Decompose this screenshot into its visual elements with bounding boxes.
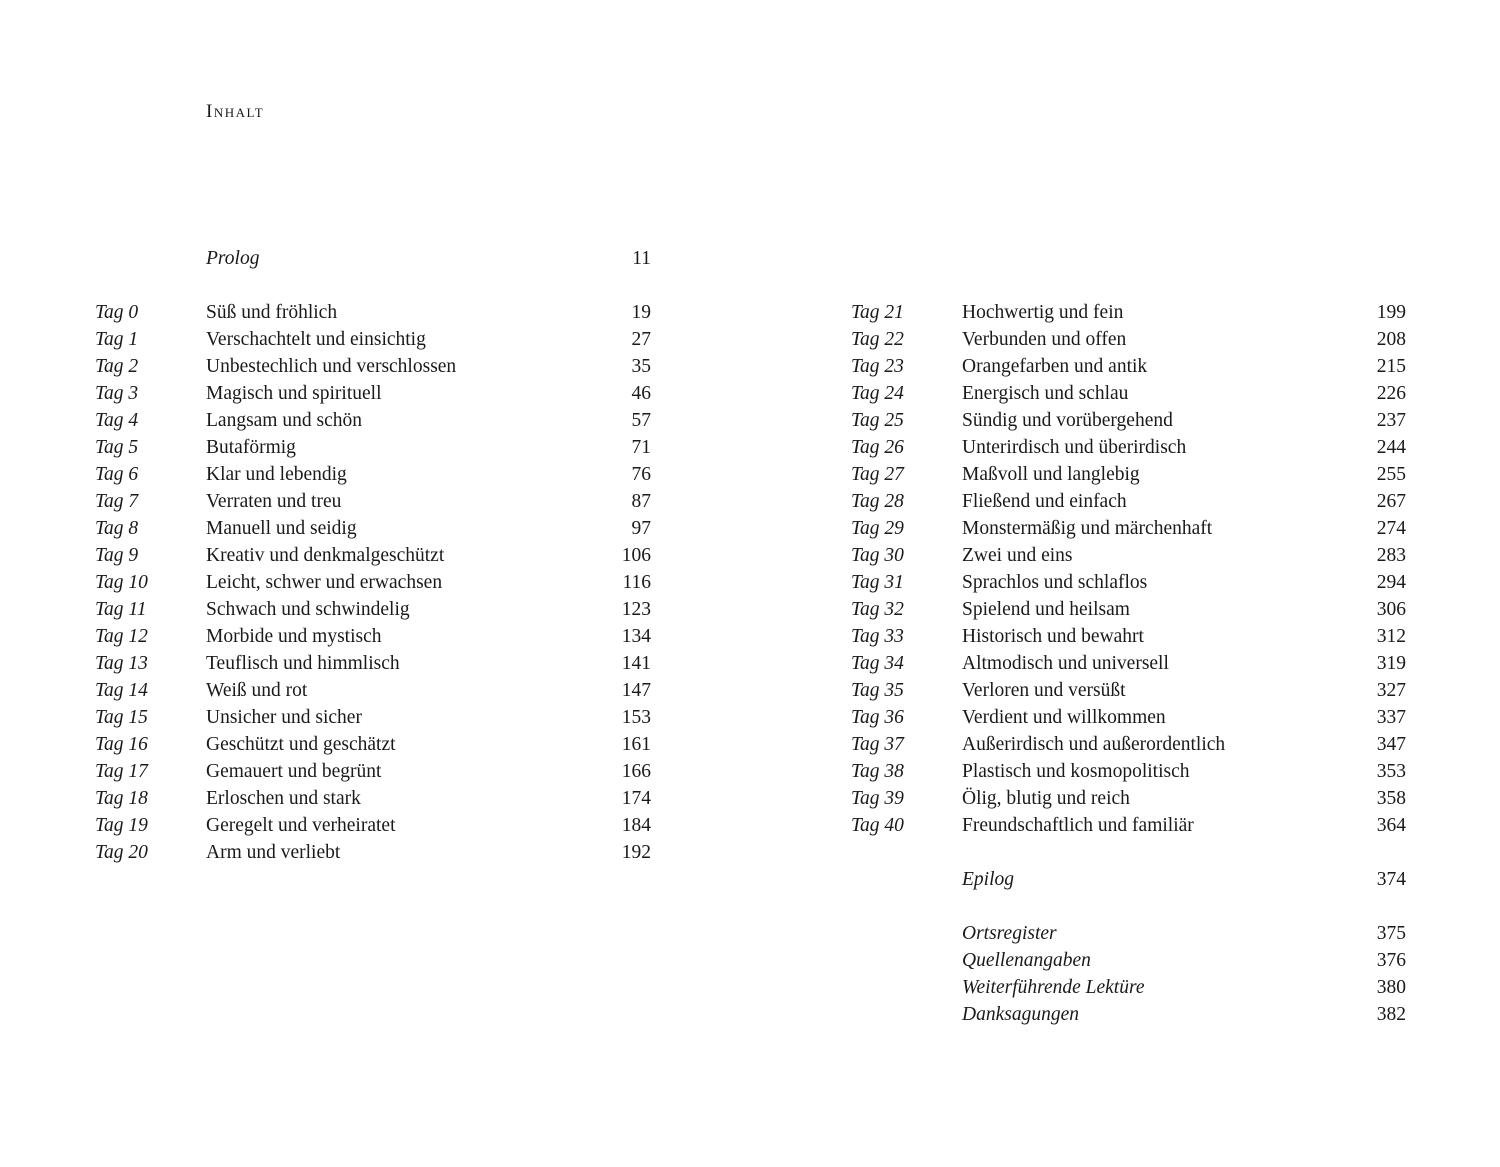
toc-entry[interactable] [95, 461, 651, 488]
entry-page: 374 [1376, 869, 1406, 890]
entry-page: 237 [1376, 410, 1406, 431]
entry-title: Quellenangaben [962, 950, 1091, 971]
entry-title: Orangefarben und antik [962, 356, 1148, 377]
toc-entry[interactable] [95, 839, 651, 866]
toc-entry[interactable] [95, 542, 651, 569]
entry-day: Tag 7 [95, 491, 139, 512]
entry-title: Hochwertig und fein [962, 302, 1124, 323]
toc-entry[interactable] [851, 812, 1406, 839]
entry-page: 123 [621, 599, 651, 620]
toc-entry[interactable] [95, 299, 651, 326]
toc-entry[interactable] [851, 299, 1406, 326]
entry-title: Altmodisch und universell [962, 653, 1169, 674]
entry-day: Tag 22 [851, 329, 904, 350]
entry-page: 364 [1376, 815, 1406, 836]
page-title: Inhalt [206, 101, 265, 122]
entry-title: Verloren und versüßt [962, 680, 1126, 701]
entry-page: 347 [1376, 734, 1406, 755]
entry-day: Tag 37 [851, 734, 904, 755]
entry-title: Historisch und bewahrt [962, 626, 1144, 647]
entry-title: Freundschaftlich und familiär [962, 815, 1194, 836]
entry-page: 87 [631, 491, 651, 512]
entry-page: 294 [1376, 572, 1406, 593]
entry-title: Zwei und eins [962, 545, 1073, 566]
entry-day: Tag 19 [95, 815, 148, 836]
entry-day: Tag 9 [95, 545, 139, 566]
entry-day: Tag 4 [95, 410, 139, 431]
entry-day: Tag 32 [851, 599, 904, 620]
entry-title: Unsicher und sicher [206, 707, 362, 728]
entry-title: Butaförmig [206, 437, 296, 458]
entry-title: Geschützt und geschätzt [206, 734, 396, 755]
toc-entry[interactable] [851, 542, 1406, 569]
entry-title: Arm und verliebt [206, 842, 341, 863]
toc-entry[interactable] [851, 704, 1406, 731]
entry-day: Tag 1 [95, 329, 139, 350]
toc-entry[interactable] [851, 596, 1406, 623]
entry-title: Süß und fröhlich [206, 302, 338, 323]
entry-day: Tag 3 [95, 383, 139, 404]
toc-entry[interactable] [851, 434, 1406, 461]
entry-page: 327 [1376, 680, 1406, 701]
entry-page: 141 [621, 653, 651, 674]
entry-page: 306 [1376, 599, 1406, 620]
entry-title: Verraten und treu [206, 491, 342, 512]
entry-day: Tag 16 [95, 734, 148, 755]
entry-title: Schwach und schwindelig [206, 599, 410, 620]
entry-page: 226 [1376, 383, 1406, 404]
entry-day: Tag 38 [851, 761, 904, 782]
entry-page: 199 [1376, 302, 1406, 323]
entry-day: Tag 17 [95, 761, 148, 782]
entry-page: 380 [1376, 977, 1406, 998]
toc-entry[interactable] [851, 515, 1406, 542]
toc-entry[interactable] [95, 326, 651, 353]
entry-title: Erloschen und stark [206, 788, 361, 809]
entry-title: Maßvoll und langlebig [962, 464, 1140, 485]
toc-entry[interactable] [851, 623, 1406, 650]
entry-title: Verbunden und offen [962, 329, 1127, 350]
entry-title: Danksagungen [962, 1004, 1079, 1025]
entry-title: Weiterführende Lektüre [962, 977, 1145, 998]
entry-day: Tag 2 [95, 356, 139, 377]
entry-page: 375 [1376, 923, 1406, 944]
toc-entry[interactable] [851, 677, 1406, 704]
entry-page: 244 [1376, 437, 1406, 458]
toc-entry[interactable] [95, 650, 651, 677]
entry-title: Spielend und heilsam [962, 599, 1130, 620]
entry-title: Weiß und rot [206, 680, 308, 701]
entry-day: Tag 28 [851, 491, 904, 512]
entry-page: 215 [1376, 356, 1406, 377]
entry-title: Plastisch und kosmopolitisch [962, 761, 1190, 782]
toc-entry[interactable] [95, 488, 651, 515]
entry-day: Tag 25 [851, 410, 904, 431]
entry-day: Tag 8 [95, 518, 139, 539]
entry-day: Tag 10 [95, 572, 148, 593]
entry-title: Klar und lebendig [206, 464, 347, 485]
entry-page: 153 [621, 707, 651, 728]
toc-entry[interactable] [851, 731, 1406, 758]
toc-entry[interactable] [95, 407, 651, 434]
entry-day: Tag 33 [851, 626, 904, 647]
toc-entry[interactable] [95, 434, 651, 461]
entry-day: Tag 21 [851, 302, 904, 323]
entry-title: Kreativ und denkmalgeschützt [206, 545, 445, 566]
toc-entry[interactable] [851, 461, 1406, 488]
entry-page: 255 [1376, 464, 1406, 485]
entry-page: 376 [1376, 950, 1406, 971]
entry-title: Ölig, blutig und reich [962, 788, 1130, 809]
entry-day: Tag 31 [851, 572, 904, 593]
entry-day: Tag 18 [95, 788, 148, 809]
entry-title: Langsam und schön [206, 410, 362, 431]
entry-day: Tag 40 [851, 815, 904, 836]
entry-page: 353 [1376, 761, 1406, 782]
entry-day: Tag 29 [851, 518, 904, 539]
entry-page: 382 [1376, 1004, 1406, 1025]
entry-page: 35 [631, 356, 651, 377]
entry-title: Epilog [962, 869, 1014, 890]
entry-title: Teuflisch und himmlisch [206, 653, 400, 674]
entry-page: 274 [1376, 518, 1406, 539]
toc-entry[interactable] [95, 380, 651, 407]
entry-page: 106 [621, 545, 651, 566]
entry-page: 57 [631, 410, 651, 431]
entry-day: Tag 11 [95, 599, 147, 620]
entry-day: Tag 6 [95, 464, 139, 485]
entry-title: Unterirdisch und überirdisch [962, 437, 1187, 458]
toc-entry[interactable] [95, 353, 651, 380]
toc-entry-appendix[interactable] [851, 974, 1406, 1001]
entry-day: Tag 39 [851, 788, 904, 809]
entry-day: Tag 15 [95, 707, 148, 728]
entry-day: Tag 34 [851, 653, 904, 674]
toc-entry[interactable] [851, 758, 1406, 785]
toc-entry[interactable] [851, 326, 1406, 353]
entry-day: Tag 26 [851, 437, 904, 458]
entry-title: Außerirdisch und außerordentlich [962, 734, 1226, 755]
toc-entry[interactable] [851, 785, 1406, 812]
entry-page: 267 [1376, 491, 1406, 512]
entry-title: Ortsregister [962, 923, 1057, 944]
entry-day: Tag 27 [851, 464, 904, 485]
entry-title: Leicht, schwer und erwachsen [206, 572, 443, 593]
entry-page: 76 [631, 464, 651, 485]
entry-page: 97 [631, 518, 651, 539]
entry-page: 337 [1376, 707, 1406, 728]
entry-page: 46 [631, 383, 651, 404]
entry-day: Tag 12 [95, 626, 148, 647]
entry-page: 19 [631, 302, 651, 323]
entry-title: Monstermäßig und märchenhaft [962, 518, 1213, 539]
toc-entry[interactable] [95, 569, 651, 596]
entry-page: 71 [631, 437, 651, 458]
entry-title: Verschachtelt und einsichtig [206, 329, 426, 350]
entry-page: 116 [622, 572, 651, 593]
entry-page: 174 [621, 788, 651, 809]
toc-entry-appendix[interactable] [851, 947, 1406, 974]
toc-entry[interactable] [851, 407, 1406, 434]
entry-page: 358 [1376, 788, 1406, 809]
entry-title: Magisch und spirituell [206, 383, 382, 404]
entry-page: 27 [631, 329, 651, 350]
entry-title: Geregelt und verheiratet [206, 815, 396, 836]
entry-title: Energisch und schlau [962, 383, 1129, 404]
toc-entry[interactable] [95, 596, 651, 623]
toc-entry[interactable] [851, 353, 1406, 380]
toc-entry[interactable] [851, 569, 1406, 596]
toc-entry[interactable] [851, 380, 1406, 407]
entry-title: Sündig und vorübergehend [962, 410, 1173, 431]
toc-entry[interactable] [95, 785, 651, 812]
entry-page: 166 [621, 761, 651, 782]
entry-page: 192 [621, 842, 651, 863]
entry-page: 208 [1376, 329, 1406, 350]
toc-entry[interactable] [95, 704, 651, 731]
entry-day: Tag 24 [851, 383, 904, 404]
toc-entry[interactable] [95, 623, 651, 650]
entry-page: 184 [621, 815, 651, 836]
entry-title: Fließend und einfach [962, 491, 1127, 512]
entry-title: Unbestechlich und verschlossen [206, 356, 457, 377]
entry-day: Tag 5 [95, 437, 139, 458]
toc-entry-prolog[interactable] [95, 245, 651, 272]
entry-page: 11 [632, 248, 651, 269]
entry-day: Tag 23 [851, 356, 904, 377]
entry-title: Gemauert und begrünt [206, 761, 382, 782]
entry-day: Tag 14 [95, 680, 148, 701]
toc-entry[interactable] [95, 731, 651, 758]
entry-day: Tag 36 [851, 707, 904, 728]
toc-entry[interactable] [95, 812, 651, 839]
entry-page: 312 [1376, 626, 1406, 647]
toc-entry[interactable] [851, 650, 1406, 677]
entry-title: Sprachlos und schlaflos [962, 572, 1148, 593]
entry-title: Verdient und willkommen [962, 707, 1166, 728]
toc-entry[interactable] [95, 758, 651, 785]
entry-title: Prolog [206, 248, 260, 269]
toc-entry[interactable] [95, 677, 651, 704]
toc-entry[interactable] [851, 488, 1406, 515]
entry-title: Morbide und mystisch [206, 626, 382, 647]
entry-day: Tag 13 [95, 653, 148, 674]
entry-page: 134 [621, 626, 651, 647]
entry-page: 161 [621, 734, 651, 755]
entry-page: 319 [1376, 653, 1406, 674]
entry-day: Tag 20 [95, 842, 148, 863]
toc-entry-appendix[interactable] [851, 1001, 1406, 1028]
entry-title: Manuell und seidig [206, 518, 357, 539]
toc-entry-epilog[interactable] [851, 866, 1406, 893]
entry-day: Tag 0 [95, 302, 139, 323]
entry-page: 147 [621, 680, 651, 701]
entry-page: 283 [1376, 545, 1406, 566]
toc-entry[interactable] [95, 515, 651, 542]
entry-day: Tag 30 [851, 545, 904, 566]
toc-entry-appendix[interactable] [851, 920, 1406, 947]
entry-day: Tag 35 [851, 680, 904, 701]
